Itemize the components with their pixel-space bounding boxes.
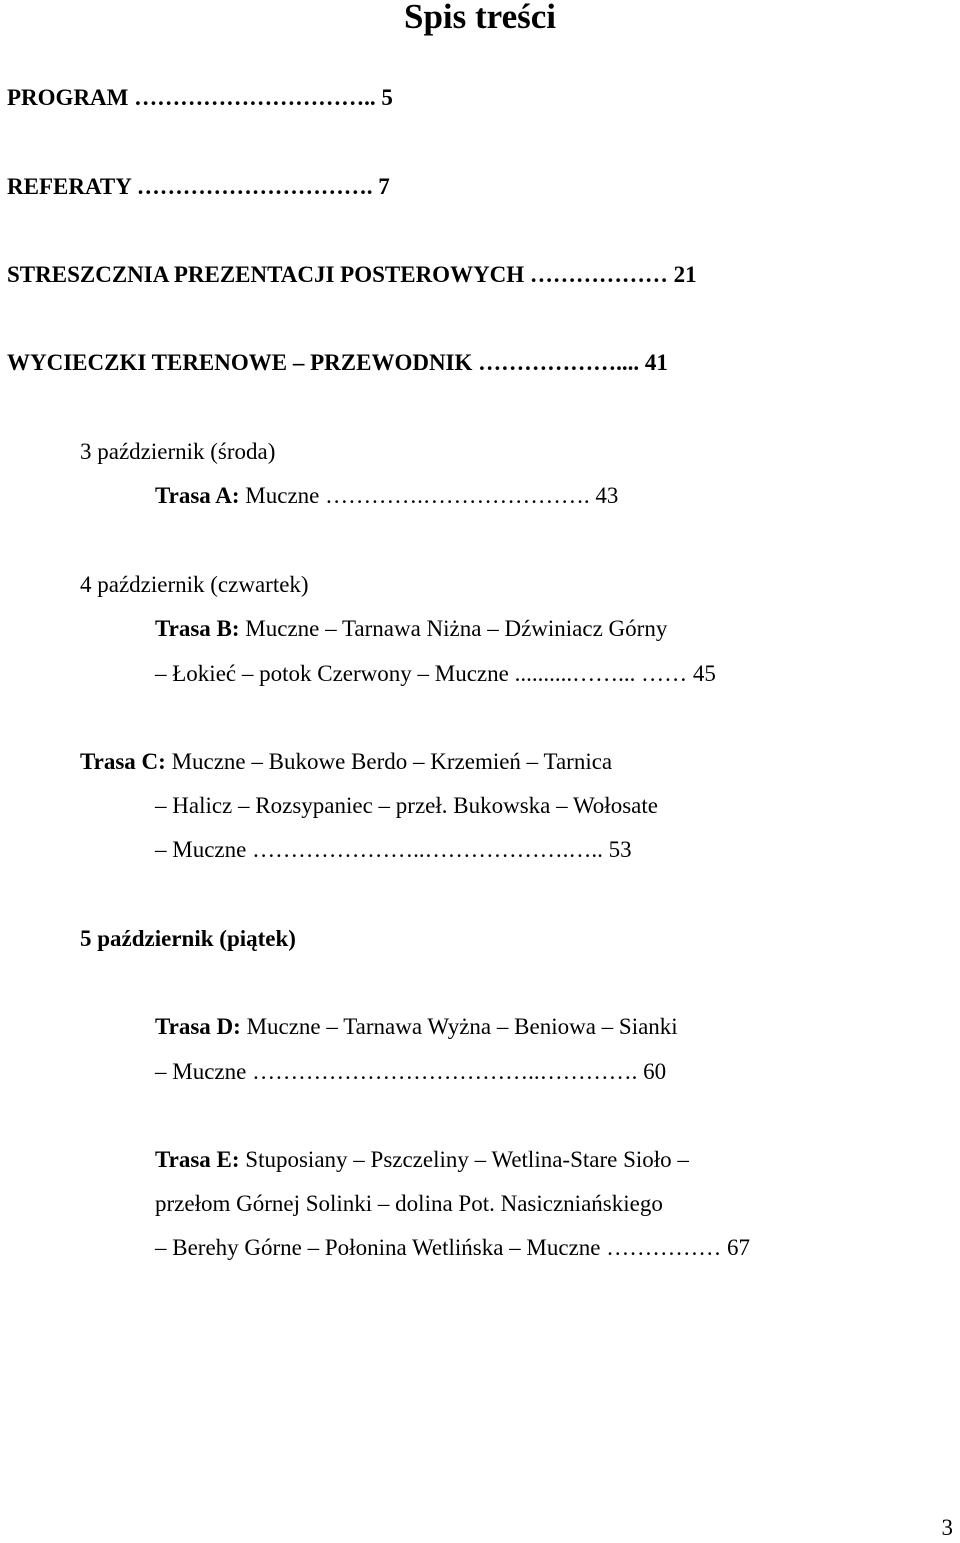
route-b-text-1: Muczne – Tarnawa Niżna – Dźwiniacz Górny bbox=[239, 616, 668, 641]
page-number: 3 bbox=[941, 1515, 953, 1540]
toc-entry-wycieczki: WYCIECZKI TERENOWE – PRZEWODNIK ……………….... 41 bbox=[7, 350, 668, 375]
route-b-line-2: – Łokieć – potok Czerwony – Muczne ..........……... …… 45 bbox=[155, 661, 716, 686]
route-c-line-3: – Muczne …………………..……………….….. 53 bbox=[155, 837, 632, 862]
route-c-line-2: – Halicz – Rozsypaniec – przeł. Bukowska – Wołosate bbox=[155, 793, 658, 818]
route-d-text-1: Muczne – Tarnawa Wyżna – Beniowa – Sianki bbox=[240, 1014, 678, 1039]
toc-entry-program: PROGRAM ………………………….. 5 bbox=[7, 85, 393, 110]
route-a-label: Trasa A: bbox=[155, 483, 240, 508]
day-heading-1: 3 październik (środa) bbox=[80, 439, 276, 464]
route-e-label: Trasa E: bbox=[155, 1147, 240, 1172]
toc-entry-streszczenia: STRESZCZNIA PREZENTACJI POSTEROWYCH ……………… 21 bbox=[7, 262, 697, 287]
route-d-line-1 bbox=[155, 1012, 678, 1042]
route-d-line-2: – Muczne ………………………………..…………. 60 bbox=[155, 1059, 667, 1084]
route-e-line-2: przełom Górnej Solinki – dolina Pot. Nasiczniańskiego bbox=[155, 1191, 663, 1216]
route-e-line-3: – Berehy Górne – Połonina Wetlińska – Muczne …………… 67 bbox=[155, 1235, 750, 1260]
route-b-line-1 bbox=[155, 614, 667, 644]
route-a-text-1: Muczne ………….…………………. 43 bbox=[239, 483, 619, 508]
route-b-label: Trasa B: bbox=[155, 616, 240, 641]
route-c-text-1: Muczne – Bukowe Berdo – Krzemień – Tarnica bbox=[165, 749, 613, 774]
route-d-label: Trasa D: bbox=[155, 1014, 241, 1039]
route-c-line-1 bbox=[80, 747, 612, 777]
route-e-text-1: Stuposiany – Pszczeliny – Wetlina-Stare Sioło – bbox=[239, 1147, 689, 1172]
toc-entry-referaty: REFERATY …………………………. 7 bbox=[7, 174, 390, 199]
day-heading-3: 5 październik (piątek) bbox=[80, 926, 296, 951]
route-e-line-1 bbox=[155, 1145, 689, 1175]
day-heading-2: 4 październik (czwartek) bbox=[80, 572, 309, 597]
page-title: Spis treści bbox=[404, 0, 556, 36]
route-a-line-1 bbox=[155, 481, 618, 511]
route-c-label: Trasa C: bbox=[80, 749, 166, 774]
